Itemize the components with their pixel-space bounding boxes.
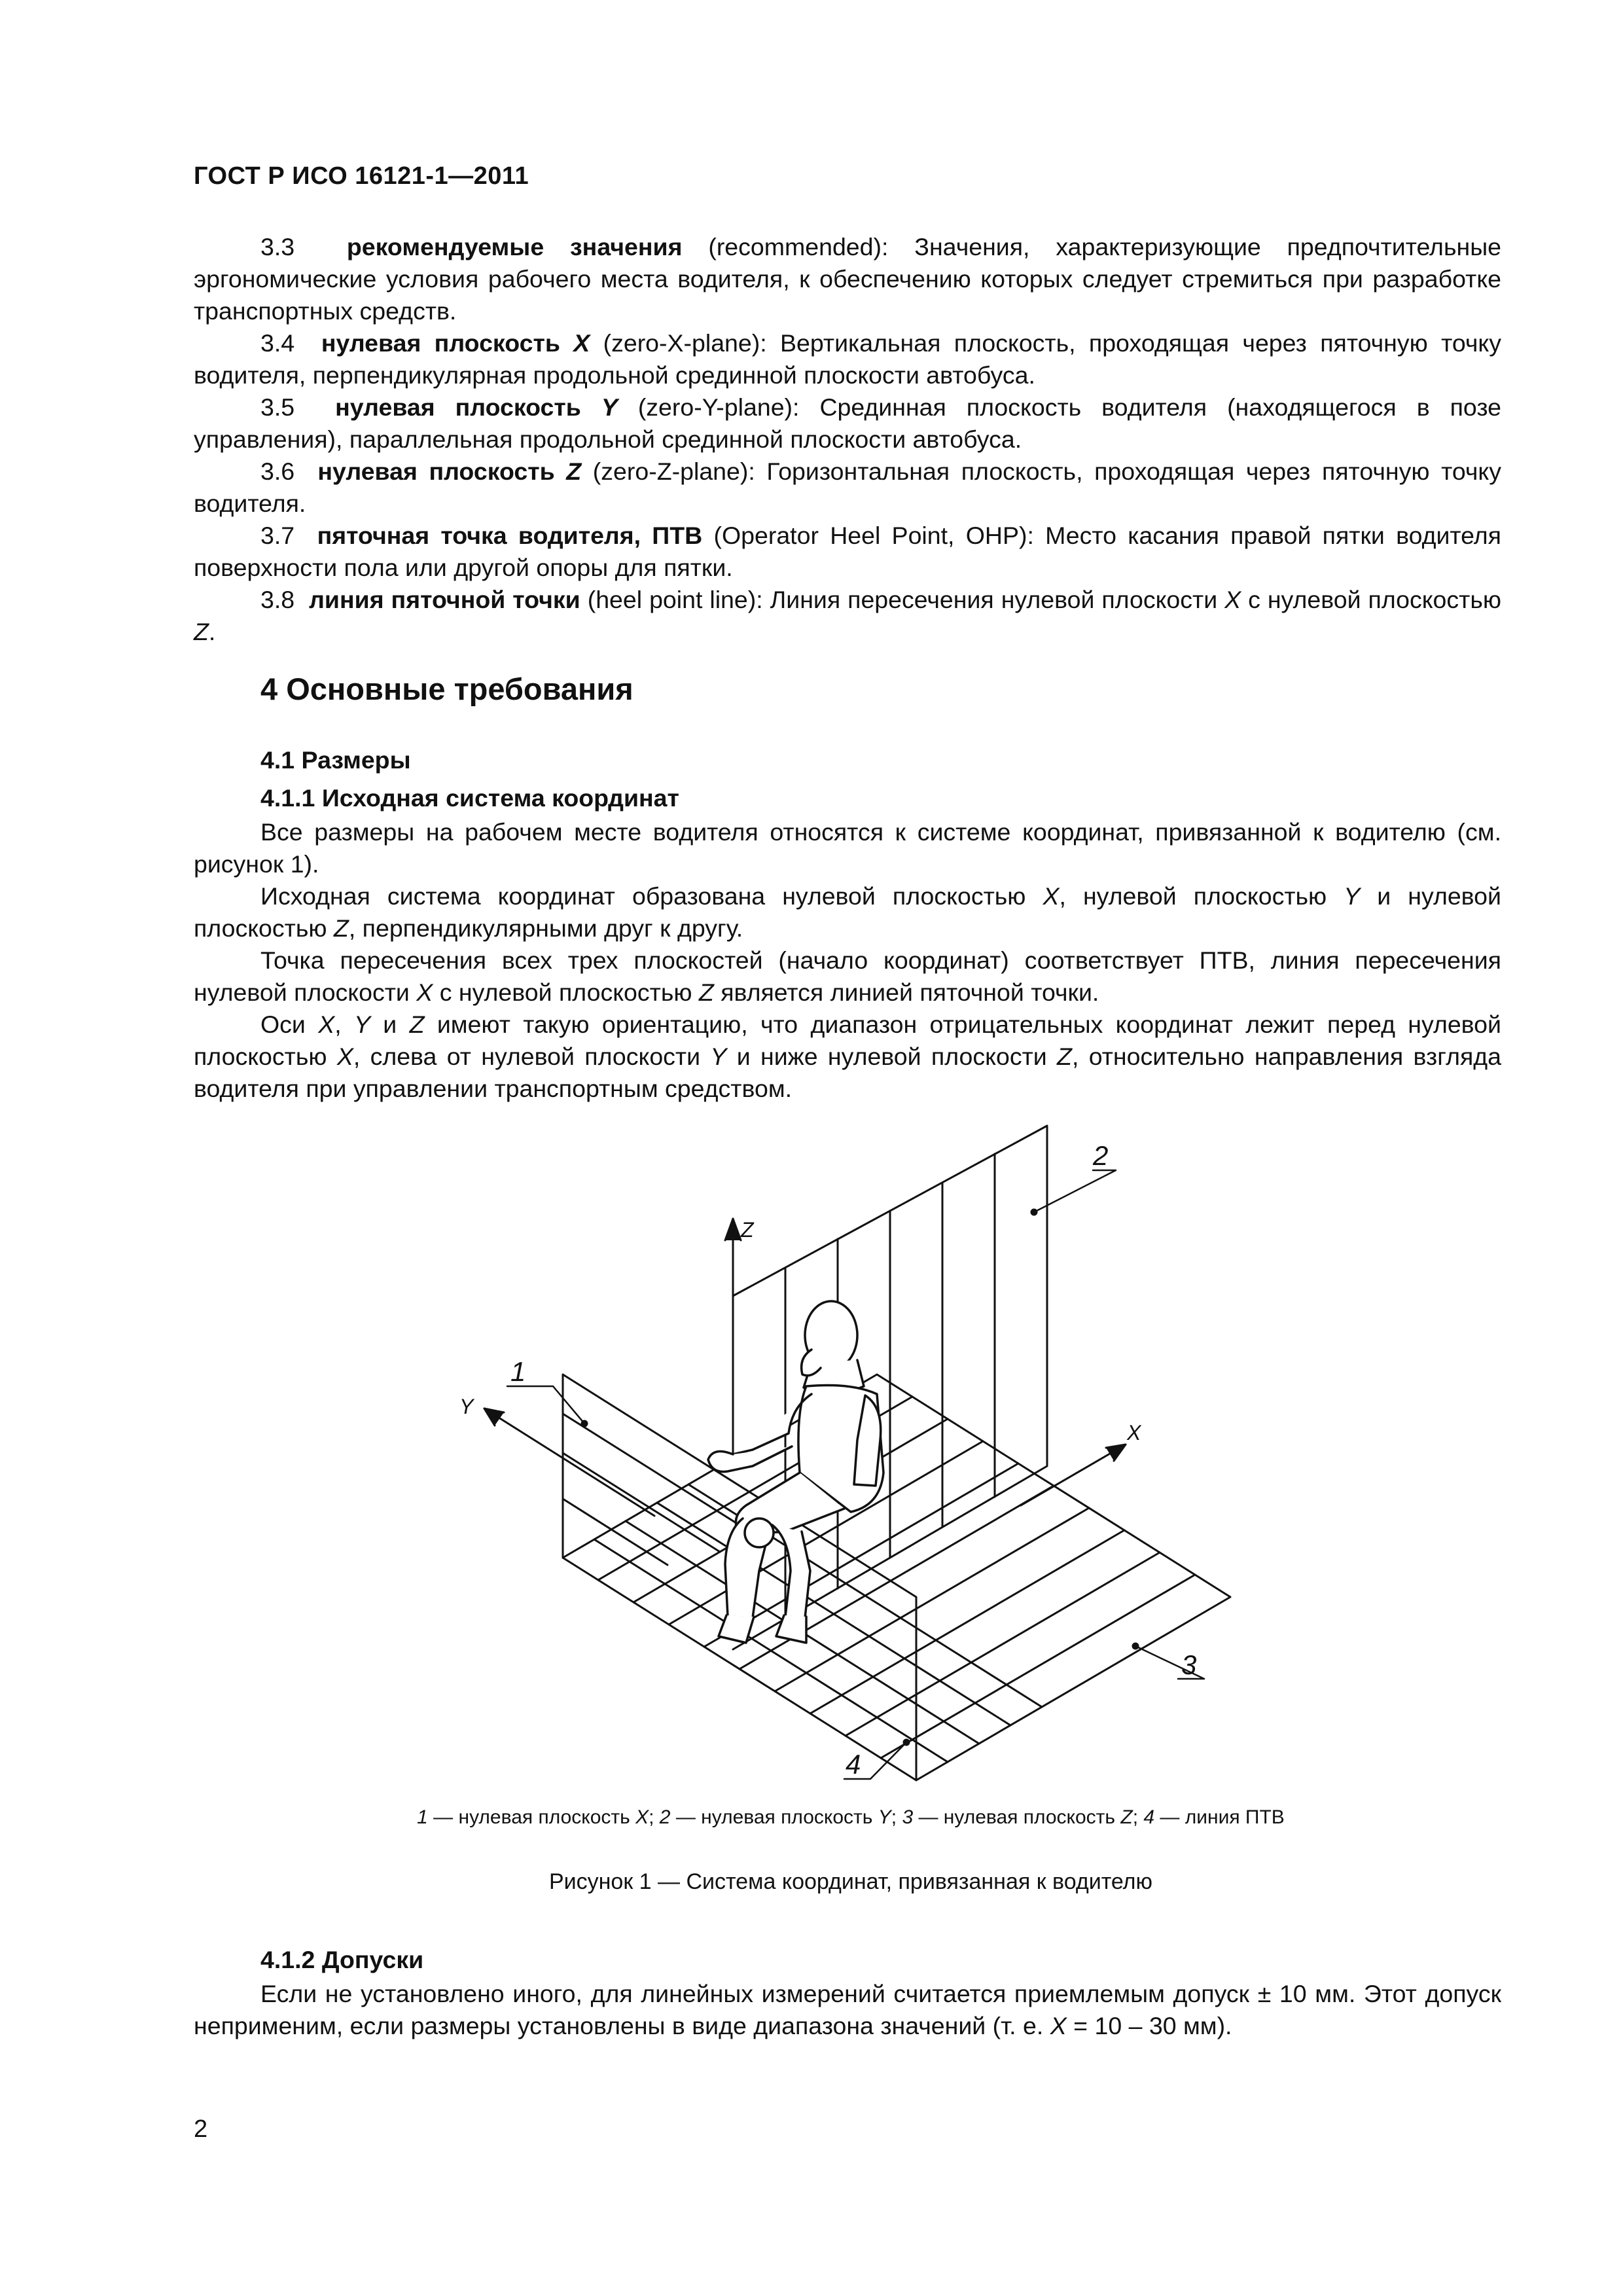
paragraph-origin: Точка пересечения всех трех плоскостей (начало координат) соответствует ПТВ, линия пересечения нулевой плоскости X с нулевой плоскостью Z является линией пяточной точки. — [194, 946, 1501, 1006]
callout-3-dot — [1133, 1643, 1138, 1649]
callout-2-label: 2 — [1093, 1140, 1109, 1171]
definition-3-8: 3.8 линия пяточной точки (heel point line): Линия пересечения нулевой плоскости X с нулевой плоскостью Z. — [194, 586, 1501, 645]
paragraph-reference-system: Все размеры на рабочем месте водителя относятся к системе координат, привязанной к водителю (см. рисунок 1). — [194, 818, 1501, 878]
callout-1-label: 1 — [510, 1356, 526, 1387]
definition-3-4: 3.4 нулевая плоскость X (zero-X-plane): Вертикальная плоскость, проходящая через пяточную точку водителя, перпендикулярная продольной срединной плоскости автобуса. — [194, 329, 1501, 389]
definition-3-6: 3.6 нулевая плоскость Z (zero-Z-plane): Горизонтальная плоскость, проходящая через пяточную точку водителя. — [194, 457, 1501, 517]
definition-3-3: 3.3 рекомендуемые значения (recommended): Значения, характеризующие предпочтительные эргономические условия рабочего места водителя, к обеспечению которых следует стремиться при разработке транспортных средств. — [194, 233, 1501, 325]
section-4-1-heading: 4.1 Размеры — [260, 746, 411, 774]
z-axis-label: Z — [741, 1218, 754, 1242]
zero-y-plane — [733, 1126, 1047, 1649]
definition-3-5: 3.5 нулевая плоскость Y (zero-Y-plane): Срединная плоскость водителя (находящегося в позе управления), параллельная продольной срединной плоскости автобуса. — [194, 393, 1501, 453]
callout-2-dot — [1031, 1210, 1037, 1215]
section-4-1-1-body — [194, 816, 1501, 1105]
definitions-block — [194, 231, 1501, 648]
y-axis-label: Y — [459, 1395, 474, 1418]
paragraph-tolerance: Если не установлено иного, для линейных измерений считается приемлемым допуск ± 10 мм. Этот допуск неприменим, если размеры установлены в виде диапазона значений (т. е. X = 10 – 30 мм). — [194, 1980, 1501, 2039]
x-axis-label: X — [1127, 1421, 1141, 1444]
document-code-header: ГОСТ Р ИСО 16121-1—2011 — [194, 162, 529, 190]
section-4-1-1-heading: 4.1.1 Исходная система координат — [260, 784, 679, 812]
paragraph-planes: Исходная система координат образована нулевой плоскостью X, нулевой плоскостью Y и нулевой плоскостью Z, перпендикулярными друг к другу. — [194, 882, 1501, 942]
section-4-1-2-body — [194, 1978, 1501, 2042]
coordinate-system-figure — [445, 1113, 1296, 1793]
manikin-knee-joint — [745, 1518, 774, 1547]
manikin-left-foot — [719, 1615, 754, 1643]
section-4-heading: 4 Основные требования — [260, 672, 633, 706]
figure-legend: 1 — нулевая плоскость X; 2 — нулевая плоскость Y; 3 — нулевая плоскость Z; 4 — линия ПТВ — [417, 1806, 1285, 1828]
figure-caption: Рисунок 1 — Система координат, привязанная к водителю — [548, 1869, 1153, 1894]
paragraph-orientation: Оси X, Y и Z имеют такую ориентацию, что диапазон отрицательных координат лежит перед нулевой плоскостью X, слева от нулевой плоскости Y и ниже нулевой плоскости Z, относительно направления взгляда водителя при управлении транспортным средством. — [194, 1011, 1502, 1102]
callout-4-dot — [904, 1740, 909, 1745]
callout-1-leader — [507, 1386, 584, 1424]
page-number: 2 — [194, 2115, 208, 2143]
y-axis — [484, 1408, 654, 1516]
callout-1-dot — [582, 1421, 587, 1426]
y-axis-arrowhead — [484, 1408, 504, 1426]
z-axis-arrowhead — [725, 1219, 741, 1240]
definition-3-7: 3.7 пяточная точка водителя, ПТВ (Operator Heel Point, OHP): Место касания правой пятки водителя поверхности пола или другой опоры для пятки. — [194, 522, 1501, 581]
section-4-1-2-heading: 4.1.2 Допуски — [260, 1946, 424, 1973]
callout-4-label: 4 — [846, 1749, 861, 1780]
x-axis-arrowhead — [1106, 1444, 1126, 1461]
callout-3-label: 3 — [1181, 1649, 1197, 1680]
